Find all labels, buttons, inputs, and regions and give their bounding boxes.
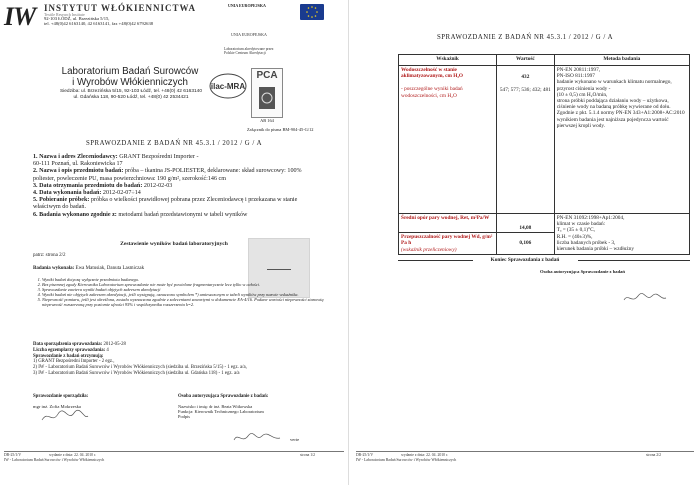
item-subject: 2. Nazwa i opis przedmiotu badań: próba – tkanina JS-POLIESTER, deklarowane: skład surowcowy: 100% poliester, powleczenie PU, masa powierzchniowa: 190 g/m², szerokość:146 cm	[33, 168, 302, 182]
indicator-cell: Wodoszczelność w stanie aklimatyzowanym, cm H₂O - poszczególne wyniki badań wodoszczelności, cm H₂O	[399, 66, 497, 214]
report-date: Data sporządzenia sprawozdania: 2012-05-28	[33, 342, 126, 347]
institute-name: INSTYTUT WŁÓKIENNICTWA	[44, 3, 196, 13]
copies-count: Liczba egzemplarzy sprawozdania: 4	[33, 347, 109, 353]
attachment-note: Załącznik do pisma BM-904-45-G/12	[247, 127, 314, 132]
eu-union-label: UNIA EUROPEJSKA	[231, 32, 267, 37]
footer-left: DR-25/1/V wydanie z dnia: 22. 04. 2010 r. IW - Laboratorium Badań Surowców i Wyrobów Włókienniczych	[4, 453, 105, 462]
note-item: 2. Bez pisemnej zgody Kierownika Laboratorium sprawozdanie nie może być powielane fragmentarycznie lecz tylko w całości.	[42, 282, 343, 287]
value-cell: 0,106	[497, 233, 555, 255]
ilac-mra-text: ilac-MRA	[210, 82, 246, 91]
lab-address: Siedziba: ul. Brzezińska 5/15, 92-103 Łódź, tel. +48(0) 42 6163140 ul. Gdańska 118, 90-520 Łódź, tel. +48(0) 42 2534421	[59, 89, 202, 100]
table-header-row	[399, 55, 690, 66]
verte-label: verte	[290, 437, 300, 442]
table-row	[399, 214, 690, 233]
column-header: Metoda badania	[554, 55, 689, 66]
report-page-1	[0, 0, 349, 485]
note-item: 5. Niepewność pomiaru, jeśli jest określona, została wyznaczona zgodnie z zaleceniami zawartymi w dokumencie EA-4/16. Podane wartości niepewności stanowią niepewność rozszerzoną przy poziomie ufności 95% i współczynniku rozszerzenia k=2.	[42, 297, 343, 307]
method-cell: PN-EN 20811:1997, PN-ISO 811:1997 badanie wykonano w warunkach klimatu normalnego, przyrost ciśnienia wody - (10 ± 0,5) cm H₂O/min, strona próbki poddająca działaniu wody – użytkowa, ciśnienie wody na badaną próbkę wywierane od dołu. Zgodnie z pkt. 5.1.4 normy PN-EN 343+A1:2008+AC:2010 wynikiem badania jest najniższa pojedyncza wartość pierwszej kropli wody.	[554, 66, 689, 214]
note-item: 1. Wyniki badań dotyczą wyłącznie przedmiotu badanego.	[42, 277, 343, 282]
institute-logo: IW	[4, 2, 36, 31]
footer-page-number: strona 1/2	[300, 453, 316, 457]
results-summary-heading: Zestawienie wyników badań laboratoryjnych	[120, 241, 228, 247]
item-client: 1. Nazwa i adres Zleceniodawcy: GRANT Bezpośredni Importer -	[33, 154, 199, 160]
results-table	[398, 54, 690, 255]
report-meta	[33, 342, 343, 377]
report-details	[33, 154, 323, 219]
footer-left: DR-25/1/V wydanie z dnia: 22. 04. 2010 r. IW - Laboratorium Badań Surowców i Wyrobów Włókienniczych	[356, 453, 457, 462]
end-of-report: Koniec Sprawozdania z badań	[490, 257, 560, 263]
see-page-note: patrz: strona 2/2	[33, 253, 66, 258]
authorizing-person-label: Osoba autoryzująca Sprawozdanie z badań	[540, 269, 625, 274]
item-client-address: 60-111 Poznań, ul. Rakoniewicka 17	[33, 161, 123, 168]
report-title: SPRAWOZDANIE Z BADAŃ NR 45.3.1 / 2012 / G / A	[436, 34, 614, 41]
column-header: Wartość	[497, 55, 555, 66]
column-header: Wskaźnik	[399, 55, 497, 66]
item-tested: 4. Data wykonania badań: 2012-02-07÷14	[33, 190, 141, 197]
note-item: 4. Wyniki badań nie objętych zakresem akredytacji, jeśli występują, oznaczono symbolem *) umieszczonym w tabeli wyników przy nazwie wskaźnika.	[42, 292, 343, 297]
item-received: 3. Data otrzymania przedmiotu do badań: 2012-02-03	[33, 182, 173, 189]
signature-right	[232, 430, 282, 446]
item-sampling: 5. Pobieranie próbek: próbka o wielkości prawidłowej pobrana przez Zleceniodawcę i przekazana w stanie właściwym do badań.	[33, 197, 298, 211]
pca-text: PCA	[256, 70, 278, 81]
report-notes	[33, 277, 343, 308]
stamp-line	[267, 269, 291, 270]
note-item: 3. Sprawozdanie zawiera wyniki badań objętych zakresem akredytacji	[42, 287, 343, 292]
value-cell: 432 547; 577; 536; 432; 481	[497, 66, 555, 214]
pca-logo	[251, 68, 283, 118]
recipients-label: Sprawozdanie z badań otrzymują:	[33, 353, 104, 359]
table-row	[399, 66, 690, 214]
institute-subtitle: Textile Research Institute	[44, 12, 85, 17]
prepared-by-label: Sprawozdanie sporządziła:	[33, 394, 89, 399]
signature-left	[40, 408, 90, 426]
item-methods: 6. Badania wykonano zgodnie z: metodami badań przedstawionymi w tabeli wyników	[33, 211, 248, 218]
tested-by: Badania wykonała: Ewa Matusiak, Danuta Lasmiczak	[33, 266, 145, 271]
footer-divider	[4, 451, 344, 452]
report-page-2	[350, 0, 700, 485]
authorizing-person-details: Nazwisko i imię: dr inż. Beata Witkowska Funkcja: Kierownik Technicznego Laboratorium Podpis	[178, 404, 264, 420]
recipient: 3) IW - Laboratorium Badań Surowców i Wyrobów Włókienniczych (siedziba ul. Gdańska 118) - 1 egz. a/a	[33, 370, 240, 376]
signature-page2	[622, 290, 668, 306]
prepared-by-name: mgr inż. Zofia Mokrzeska	[33, 404, 81, 409]
footer-page-number: strona 2/2	[646, 453, 662, 457]
eu-flag-icon	[300, 4, 324, 20]
ilac-mra-logo	[209, 72, 247, 100]
accreditation-number: AB 164	[260, 118, 274, 123]
recipient: 1) GRANT Bezpośredni Importer - 2 egz.,	[33, 359, 115, 365]
authorizing-person-label: Osoba autoryzująca Sprawozdanie z badań:	[178, 394, 269, 399]
recipient: 2) IW - Laboratorium Badań Surowców i Wyrobów Włókienniczych (siedziba ul. Brzezińska 5/15) - 1 egz. a/a,	[33, 365, 247, 371]
institute-address: 92-103 ŁÓDŹ, ul. Brzezińska 5/15, tel. +48(0)42 6163140, 42 6163141, fax +48(0)42 6792638	[44, 16, 154, 27]
indicator-cell: Średni opór pary wodnej, Ret, m²Pa/W	[399, 214, 497, 233]
lab-title: Laboratorium Badań Surowców i Wyrobów Włókienniczych	[61, 66, 199, 88]
value-cell: 14,08	[497, 214, 555, 233]
eu-fund-label: UNIA EUROPEJSKA	[228, 3, 266, 8]
accreditation-note: Laboratorium akredytowane przez Polskie Centrum Akredytacji	[224, 47, 274, 56]
footer-divider	[356, 451, 694, 452]
report-title: SPRAWOZDANIE Z BADAŃ NR 45.3.1 / 2012 / G / A	[85, 140, 263, 147]
method-cell: PN-EN 31092:1998+Ap1:2004, klimat w czasie badań: Tₐ = (35 ± 0,1)°C, R.H. = (40±3)%, liczba badanych próbek - 3, kierunek badania próbki – wzdłużny	[554, 214, 689, 255]
indicator-cell: Przepuszczalność pary wodnej Wd, g/m² Pa h (wskaźnik przeliczeniowy)	[399, 233, 497, 255]
